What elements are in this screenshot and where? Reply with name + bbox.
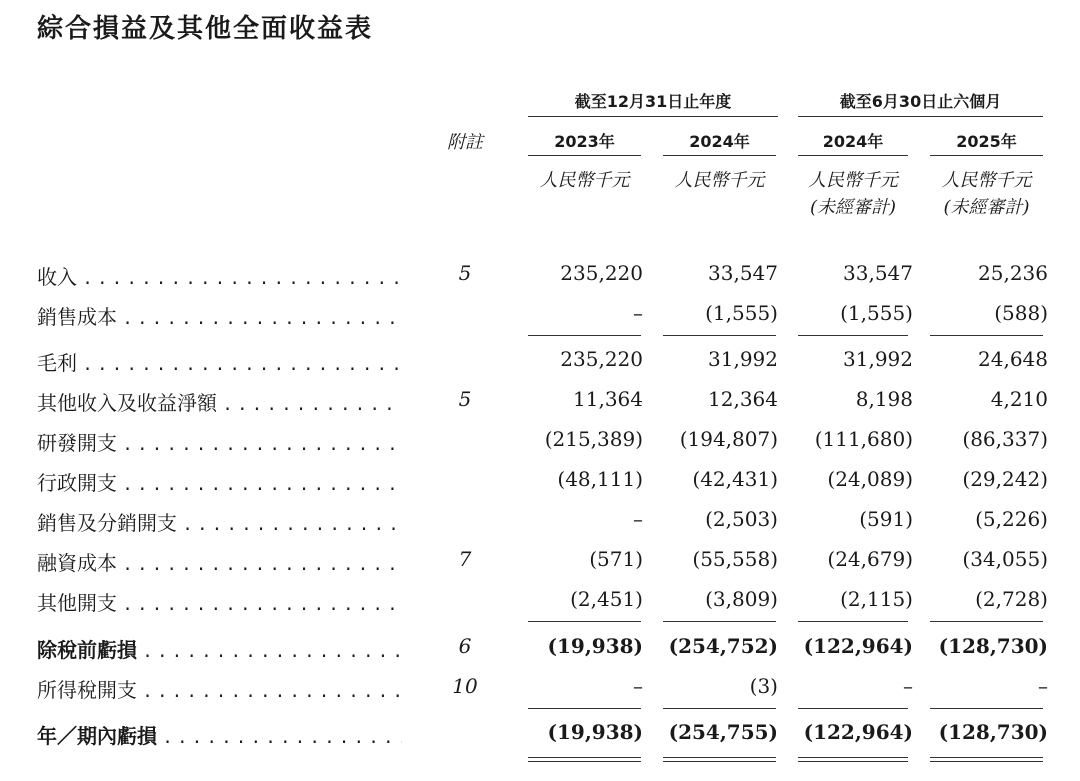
unit-label: 人民幣千元 [808, 170, 898, 191]
row-label: 行政開支 . . . [37, 467, 402, 496]
cell-value: (48,111) [557, 467, 643, 491]
table-row [0, 587, 1080, 617]
row-note: 7 [458, 547, 472, 571]
cell-value: 12,364 [708, 387, 778, 411]
row-label: 銷售及分銷開支 . . . [37, 507, 402, 536]
subtotal-rule [528, 708, 641, 709]
row-label: 除稅前虧損 . . . [37, 634, 402, 663]
year-rule [663, 155, 776, 156]
table-row [0, 387, 1080, 417]
cell-value: (1,555) [840, 301, 913, 325]
unit-label: 人民幣千元 [539, 170, 630, 191]
table-row [0, 427, 1080, 457]
total-double-rule [663, 761, 776, 762]
cell-value: (24,679) [827, 547, 913, 571]
cell-value: (5,226) [975, 507, 1048, 531]
unit-label: 人民幣千元 [674, 170, 765, 191]
subtotal-rule [663, 708, 776, 709]
year-rule [930, 155, 1043, 156]
subtotal-rule [798, 335, 908, 336]
header-group-annual: 截至12月31日止年度 [574, 92, 732, 111]
table-row [0, 547, 1080, 577]
row-label: 其他開支 . . . [37, 587, 402, 616]
cell-value: 24,648 [978, 347, 1048, 371]
cell-value: 11,364 [573, 387, 643, 411]
cell-value: (3) [749, 674, 778, 698]
cell-value: (3,809) [705, 587, 778, 611]
cell-value: (29,242) [962, 467, 1048, 491]
row-note: 5 [458, 261, 472, 285]
row-label: 毛利 . . . [37, 347, 402, 376]
cell-value: – [903, 674, 913, 698]
total-double-rule [798, 761, 908, 762]
table-row [0, 347, 1080, 377]
year-header-2024: 2024年 [689, 132, 750, 151]
subtotal-rule [528, 335, 641, 336]
row-note: 6 [458, 634, 472, 658]
page-title: 綜合損益及其他全面收益表 [37, 14, 374, 44]
unaudited-label: (未經審計) [809, 197, 897, 218]
year-rule [528, 155, 641, 156]
cell-value: – [633, 674, 643, 698]
row-label: 所得稅開支 . . . [37, 674, 402, 703]
subtotal-rule [663, 335, 776, 336]
row-label: 年／期內虧損 . . . [37, 720, 402, 749]
table-row [0, 261, 1080, 291]
total-double-rule [528, 761, 641, 762]
header-rule-annual [528, 116, 778, 117]
table-row [0, 467, 1080, 497]
cell-value: 4,210 [990, 387, 1048, 411]
cell-value: (254,752) [668, 634, 778, 658]
cell-value: (55,558) [692, 547, 778, 571]
total-double-rule [930, 761, 1043, 762]
cell-value: (24,089) [827, 467, 913, 491]
cell-value: (86,337) [962, 427, 1048, 451]
year-header-2023: 2023年 [554, 132, 615, 151]
cell-value: 235,220 [560, 261, 643, 285]
table-row [0, 507, 1080, 537]
cell-value: (2,503) [705, 507, 778, 531]
cell-value: (254,755) [668, 720, 778, 744]
row-label: 收入 . . . [37, 261, 402, 290]
cell-value: 31,992 [843, 347, 913, 371]
year-rule [798, 155, 908, 156]
cell-value: – [633, 301, 643, 325]
cell-value: (1,555) [705, 301, 778, 325]
table-row [0, 674, 1080, 704]
row-note: 5 [458, 387, 472, 411]
cell-value: (111,680) [814, 427, 913, 451]
cell-value: – [1038, 674, 1048, 698]
subtotal-rule [798, 708, 908, 709]
year-header-2025-interim: 2025年 [956, 132, 1017, 151]
cell-value: (128,730) [938, 720, 1048, 744]
cell-value: (34,055) [962, 547, 1048, 571]
total-double-rule [798, 757, 908, 758]
subtotal-rule [663, 621, 776, 622]
cell-value: (122,964) [803, 634, 913, 658]
cell-value: (19,938) [547, 634, 643, 658]
total-double-rule [528, 757, 641, 758]
unaudited-label: (未經審計) [943, 197, 1030, 218]
row-note: 10 [452, 674, 478, 698]
cell-value: (194,807) [679, 427, 778, 451]
cell-value: 235,220 [560, 347, 643, 371]
table-row [0, 720, 1080, 750]
year-header-2024-interim: 2024年 [822, 132, 884, 151]
table-row [0, 634, 1080, 664]
cell-value: (215,389) [544, 427, 643, 451]
header-group-interim: 截至6月30日止六個月 [839, 92, 1002, 111]
cell-value: (19,938) [547, 720, 643, 744]
cell-value: – [633, 507, 643, 531]
table-row [0, 301, 1080, 331]
cell-value: (128,730) [938, 634, 1048, 658]
total-double-rule [663, 757, 776, 758]
cell-value: 33,547 [708, 261, 778, 285]
cell-value: (2,728) [975, 587, 1048, 611]
cell-value: (2,115) [840, 587, 913, 611]
cell-value: 8,198 [855, 387, 913, 411]
cell-value: (122,964) [803, 720, 913, 744]
cell-value: 31,992 [708, 347, 778, 371]
row-label: 研發開支 . . . [37, 427, 402, 456]
subtotal-rule [930, 335, 1043, 336]
subtotal-rule [930, 621, 1043, 622]
subtotal-rule [798, 621, 908, 622]
row-label: 融資成本 . . . [37, 547, 402, 576]
cell-value: (42,431) [692, 467, 778, 491]
note-column-header: 附註 [447, 132, 483, 153]
cell-value: (2,451) [570, 587, 643, 611]
cell-value: 33,547 [843, 261, 913, 285]
row-label: 銷售成本 . . . [37, 301, 402, 330]
unit-label: 人民幣千元 [941, 170, 1032, 191]
total-double-rule [930, 757, 1043, 758]
cell-value: (571) [589, 547, 643, 571]
cell-value: (588) [994, 301, 1048, 325]
cell-value: (591) [859, 507, 913, 531]
subtotal-rule [930, 708, 1043, 709]
cell-value: 25,236 [978, 261, 1048, 285]
subtotal-rule [528, 621, 641, 622]
header-rule-interim [798, 116, 1043, 117]
row-label: 其他收入及收益淨額 . . . [37, 387, 402, 416]
